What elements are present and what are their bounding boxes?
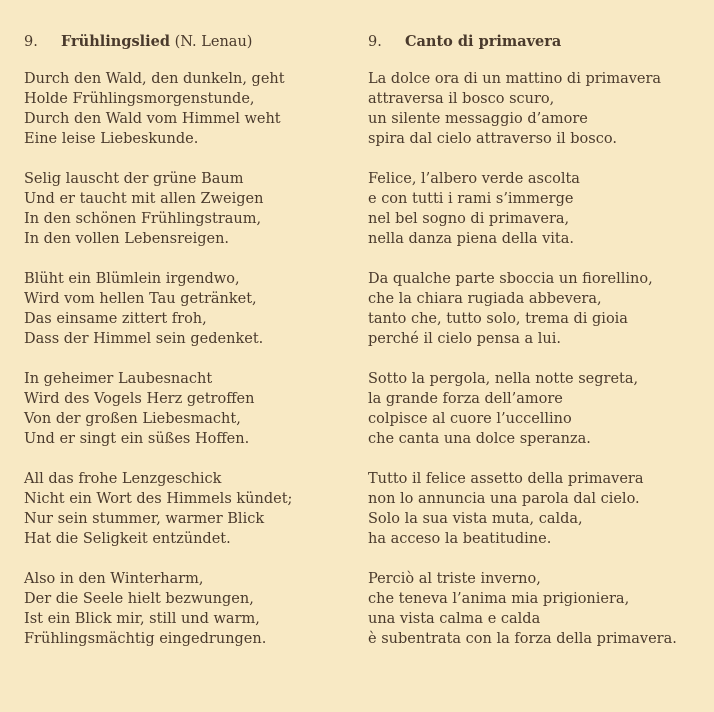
german-verse-line: In den vollen Lebensreigen. <box>24 231 230 247</box>
german-stanza <box>24 469 344 549</box>
german-verse-line: Blüht ein Blümlein irgendwo, <box>24 271 240 287</box>
italian-verse-line: la grande forza dell’amore <box>368 391 563 407</box>
italian-verse-line: nel bel sogno di primavera, <box>368 211 570 227</box>
german-verse-line: Dass der Himmel sein gedenket. <box>24 331 264 347</box>
german-verse-line: Hat die Seligkeit entzündet. <box>24 531 231 547</box>
german-verse-line: In den schönen Frühlingstraum, <box>24 211 262 227</box>
german-verse-line: Selig lauscht der grüne Baum <box>24 171 244 187</box>
italian-stanza <box>368 69 698 149</box>
german-verse-line: Und er taucht mit allen Zweigen <box>24 191 264 207</box>
italian-verse-line: spira dal cielo attraverso il bosco. <box>368 131 617 147</box>
german-verse-line: Nur sein stummer, warmer Blick <box>24 511 265 527</box>
italian-verse-line: che canta una dolce speranza. <box>368 431 591 447</box>
german-poem-author: (N. Lenau) <box>174 34 253 50</box>
german-verse-line: Wird des Vogels Herz getroffen <box>24 391 255 407</box>
german-verse-line: Wird vom hellen Tau getränket, <box>24 291 257 307</box>
italian-verse-line: Sotto la pergola, nella notte segreta, <box>368 371 639 387</box>
german-stanza <box>24 369 344 449</box>
italian-verse-line: colpisce al cuore l’uccellino <box>368 411 572 427</box>
italian-stanza <box>368 569 698 649</box>
german-poem-body <box>24 69 344 649</box>
italian-poem-heading <box>368 32 698 52</box>
german-poem-number: 9. <box>24 34 38 50</box>
german-verse-line: Frühlingsmächtig eingedrungen. <box>24 631 267 647</box>
italian-verse-line: Perciò al triste inverno, <box>368 571 541 587</box>
italian-verse-line: attraversa il bosco scuro, <box>368 91 555 107</box>
german-stanza <box>24 69 344 149</box>
german-verse-line: Ist ein Blick mir, still und warm, <box>24 611 260 627</box>
italian-verse-line: nella danza piena della vita. <box>368 231 575 247</box>
german-verse-line: Durch den Wald vom Himmel weht <box>24 111 281 127</box>
italian-verse-line: che la chiara rugiada abbevera, <box>368 291 602 307</box>
italian-verse-line: perché il cielo pensa a lui. <box>368 331 562 347</box>
italian-verse-line: una vista calma e calda <box>368 611 541 627</box>
italian-stanza <box>368 469 698 549</box>
italian-verse-line: e con tutti i rami s’immerge <box>368 191 574 207</box>
german-verse-line: In geheimer Laubesnacht <box>24 371 213 387</box>
german-verse-line: Das einsame zittert froh, <box>24 311 207 327</box>
italian-verse-line: un silente messaggio d’amore <box>368 111 588 127</box>
italian-stanza <box>368 369 698 449</box>
german-verse-line: All das frohe Lenzgeschick <box>24 471 222 487</box>
italian-poem-number: 9. <box>368 34 382 50</box>
italian-verse-line: non lo annuncia una parola dal cielo. <box>368 491 640 507</box>
italian-stanza <box>368 269 698 349</box>
italian-stanza <box>368 169 698 249</box>
german-stanza <box>24 269 344 349</box>
italian-verse-line: Tutto il felice assetto della primavera <box>368 471 644 487</box>
italian-verse-line: Felice, l’albero verde ascolta <box>368 171 580 187</box>
german-poem-title: Frühlingslied <box>61 33 171 50</box>
german-verse-line: Und er singt ein süßes Hoffen. <box>24 431 250 447</box>
italian-verse-line: tanto che, tutto solo, trema di gioia <box>368 311 628 327</box>
german-verse-line: Von der großen Liebesmacht, <box>24 411 241 427</box>
german-poem-column <box>24 32 344 669</box>
italian-verse-line: è subentrata con la forza della primavera. <box>368 631 677 647</box>
italian-poem-title: Canto di primavera <box>405 33 562 50</box>
italian-poem-column <box>368 32 698 669</box>
italian-poem-body <box>368 69 698 649</box>
german-verse-line: Holde Frühlingsmorgenstunde, <box>24 91 255 107</box>
german-verse-line: Also in den Winterharm, <box>24 571 204 587</box>
italian-verse-line: Solo la sua vista muta, calda, <box>368 511 583 527</box>
german-verse-line: Nicht ein Wort des Himmels kündet; <box>24 491 293 507</box>
italian-verse-line: ha acceso la beatitudine. <box>368 531 552 547</box>
german-verse-line: Eine leise Liebeskunde. <box>24 131 199 147</box>
german-verse-line: Durch den Wald, den dunkeln, geht <box>24 71 285 87</box>
italian-verse-line: Da qualche parte sboccia un fiorellino, <box>368 271 653 287</box>
italian-verse-line: che teneva l’anima mia prigioniera, <box>368 591 630 607</box>
german-stanza <box>24 169 344 249</box>
german-verse-line: Der die Seele hielt bezwungen, <box>24 591 254 607</box>
italian-verse-line: La dolce ora di un mattino di primavera <box>368 71 662 87</box>
german-poem-heading <box>24 32 344 52</box>
german-stanza <box>24 569 344 649</box>
